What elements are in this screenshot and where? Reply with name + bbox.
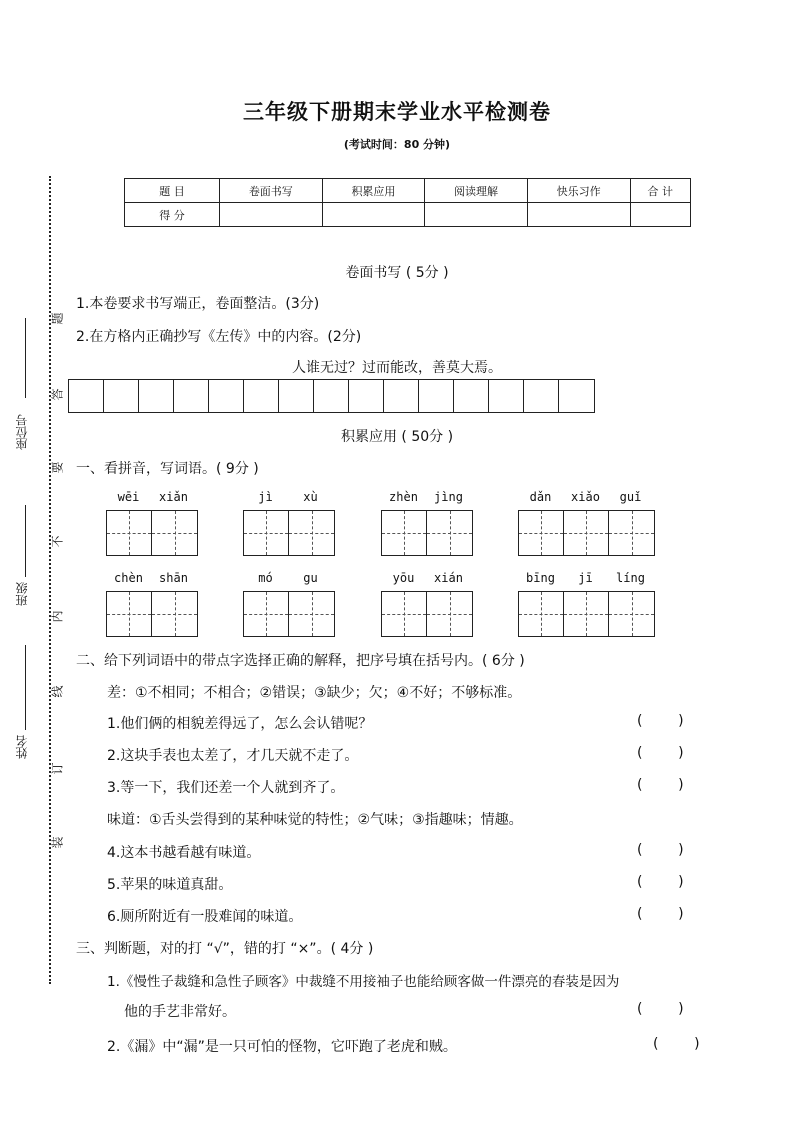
tianzige-grid[interactable] <box>106 591 198 637</box>
part-title: 一、看拼音，写词语。( 9分 ) <box>76 461 259 477</box>
table-cell: 卷面书写 <box>220 179 323 203</box>
pinyin-group <box>518 490 655 556</box>
answer-parentheses[interactable]: ( ) <box>637 906 684 922</box>
pinyin-group <box>106 490 198 556</box>
score-cell[interactable] <box>322 203 425 227</box>
question-text: 1.本卷要求书写端正，卷面整洁。(3分) <box>76 296 320 312</box>
table-cell: 得 分 <box>125 203 220 227</box>
table-cell: 合 计 <box>630 179 691 203</box>
pinyin: yōu <box>392 571 415 585</box>
seal-char: 装 <box>50 836 65 849</box>
pinyin: xiǎo <box>571 490 600 504</box>
pinyin: jìng <box>434 490 463 504</box>
answer-parentheses[interactable]: ( ) <box>637 713 684 729</box>
name-label: 姓名 <box>15 735 29 759</box>
question-text: 6.厕所附近有一股难闻的味道。 <box>107 909 303 925</box>
pinyin: líng <box>616 571 645 585</box>
seal-char: 题 <box>50 312 65 325</box>
pinyin: dǎn <box>529 490 552 504</box>
class-label: 班级 <box>15 582 29 606</box>
pinyin: xián <box>434 571 463 585</box>
question-text: 1.他们俩的相貌差得远了，怎么会认错呢？ <box>107 716 373 732</box>
answer-parentheses[interactable]: ( ) <box>637 1001 684 1017</box>
answer-parentheses[interactable]: ( ) <box>637 745 684 761</box>
pinyin: mó <box>258 571 273 585</box>
part-title: 三、判断题，对的打 “√”，错的打 “×”。( 4分 ) <box>76 941 374 957</box>
tianzige-grid[interactable] <box>243 510 335 556</box>
score-cell[interactable] <box>425 203 528 227</box>
seat-number-label: 座位号 <box>15 414 29 450</box>
pinyin: wēi <box>117 490 140 504</box>
pinyin-group <box>518 571 655 637</box>
pinyin: chèn <box>114 571 143 585</box>
tianzige-grid[interactable] <box>381 591 473 637</box>
question-text: 2.这块手表也太差了，才几天就不走了。 <box>107 748 359 764</box>
score-cell[interactable] <box>220 203 323 227</box>
pinyin: jī <box>578 571 593 585</box>
tianzige-grid[interactable] <box>106 510 198 556</box>
name-line[interactable] <box>25 645 26 730</box>
table-cell: 积累应用 <box>322 179 425 203</box>
question-text: 2.《漏》中“漏”是一只可怕的怪物，它吓跑了老虎和贼。 <box>107 1039 457 1055</box>
question-text: 4.这本书越看越有味道。 <box>107 845 261 861</box>
question-text: 1.《慢性子裁缝和急性子顾客》中裁缝不用接袖子也能给顾客做一件漂亮的春装是因为 <box>107 974 620 990</box>
tianzige-grid[interactable] <box>381 510 473 556</box>
question-text: 他的手艺非常好。 <box>124 1004 236 1020</box>
seal-char: 订 <box>50 762 65 775</box>
pinyin: zhèn <box>389 490 418 504</box>
seal-char: 答 <box>50 388 65 401</box>
section-heading-accumulation: 积累应用 ( 50分 ) <box>340 429 454 445</box>
seal-char: 内 <box>50 610 65 623</box>
score-table-header-row <box>125 179 691 203</box>
binding-dotted-line <box>49 176 51 984</box>
exam-duration: (考试时间：80 分钟) <box>343 138 451 151</box>
pinyin: bīng <box>526 571 555 585</box>
table-cell: 阅读理解 <box>425 179 528 203</box>
tianzige-grid[interactable] <box>518 591 655 637</box>
section-heading-handwriting: 卷面书写 ( 5分 ) <box>345 265 449 281</box>
seal-char: 线 <box>50 685 65 698</box>
answer-parentheses[interactable]: ( ) <box>637 874 684 890</box>
pinyin: gu <box>303 571 318 585</box>
tianzige-grid[interactable] <box>243 591 335 637</box>
pinyin-group <box>381 490 473 556</box>
seal-char: 要 <box>50 461 65 474</box>
pinyin-group <box>243 490 335 556</box>
score-table-score-row <box>125 203 691 227</box>
seal-char: 不 <box>50 535 65 548</box>
question-text: 2.在方格内正确抄写《左传》中的内容。(2分) <box>76 329 362 345</box>
tianzige-grid[interactable] <box>518 510 655 556</box>
definition-text: 差：①不相同；不相合；②错误；③缺少；欠；④不好；不够标准。 <box>107 685 522 701</box>
part-title: 二、给下列词语中的带点字选择正确的解释，把序号填在括号内。( 6分 ) <box>76 653 525 669</box>
question-text: 5.苹果的味道真甜。 <box>107 877 233 893</box>
pinyin: xiǎn <box>159 490 188 504</box>
question-text: 3.等一下，我们还差一个人就到齐了。 <box>107 780 345 796</box>
table-cell: 题 目 <box>125 179 220 203</box>
class-line[interactable] <box>25 505 26 577</box>
pinyin-group <box>106 571 198 637</box>
score-cell[interactable] <box>527 203 630 227</box>
copy-grid[interactable] <box>68 379 595 413</box>
pinyin-group <box>243 571 335 637</box>
answer-parentheses[interactable]: ( ) <box>637 842 684 858</box>
score-table <box>124 178 691 227</box>
table-cell: 快乐习作 <box>527 179 630 203</box>
pinyin: shān <box>159 571 188 585</box>
score-cell[interactable] <box>630 203 691 227</box>
definition-text: 味道：①舌头尝得到的某种味觉的特性；②气味；③指趣味；情趣。 <box>107 812 523 828</box>
pinyin: xù <box>303 490 318 504</box>
pinyin: jì <box>258 490 273 504</box>
answer-parentheses[interactable]: ( ) <box>637 777 684 793</box>
pinyin-group <box>381 571 473 637</box>
answer-parentheses[interactable]: ( ) <box>653 1036 700 1052</box>
exam-title: 三年级下册期末学业水平检测卷 <box>243 99 551 124</box>
pinyin: guǐ <box>619 490 642 504</box>
copy-quote: 人谁无过？过而能改，善莫大焉。 <box>292 360 502 376</box>
